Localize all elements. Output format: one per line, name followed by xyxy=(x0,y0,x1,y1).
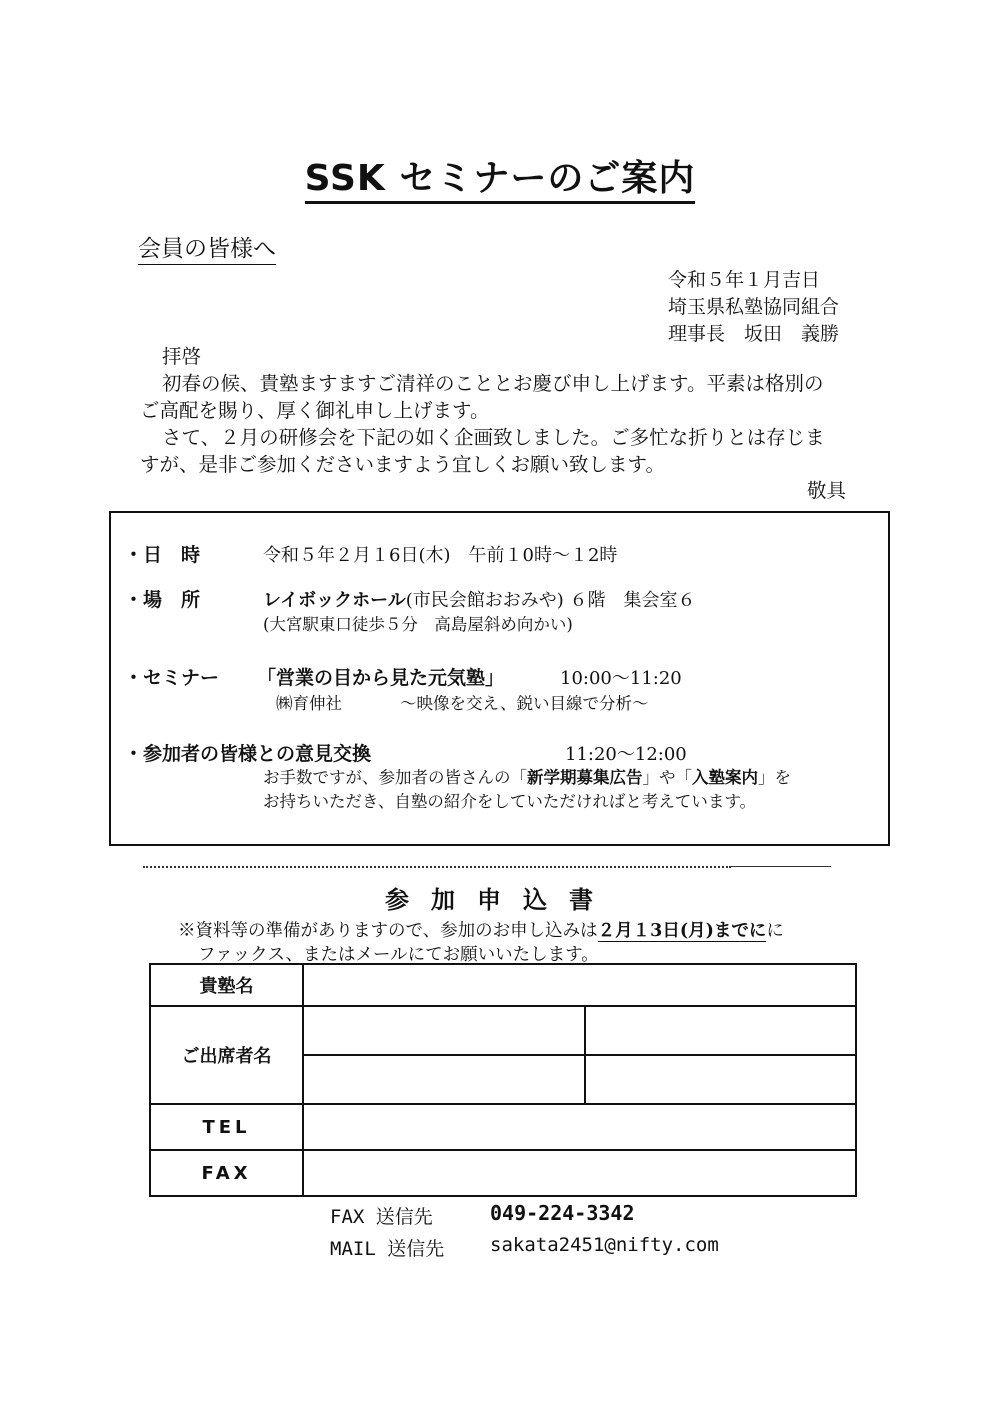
application-note-line-2: ファックス、またはメールにてお願いいたします。 xyxy=(198,945,599,965)
tel-field[interactable] xyxy=(303,1104,856,1150)
exchange-note-text: 」を xyxy=(758,768,791,787)
fax-label: FAX xyxy=(150,1150,303,1196)
organization-name: 埼玉県私塾協同組合 xyxy=(668,296,840,318)
fax-field[interactable] xyxy=(303,1150,856,1196)
place-label: ・場 所 xyxy=(124,589,201,611)
exchange-label: ・参加者の皆様との意見交換 xyxy=(124,743,372,765)
attendee-field-4[interactable] xyxy=(585,1055,856,1104)
seminar-company: ㈱育伸社 xyxy=(276,694,342,713)
school-name-label: 貴塾名 xyxy=(150,964,303,1006)
cut-line-solid xyxy=(731,866,831,867)
new-term-ad-emphasis: 新学期募集広告 xyxy=(527,768,643,787)
exchange-time: 11:20〜12:00 xyxy=(565,744,687,765)
attendee-field-2[interactable] xyxy=(585,1006,856,1055)
letter-paragraph-1-line-2: ご高配を賜り、厚く御礼申し上げます。 xyxy=(140,399,490,422)
sender-name: 理事長 坂田 義勝 xyxy=(668,323,840,345)
application-note-line-1 xyxy=(178,917,784,942)
school-name-field[interactable] xyxy=(303,964,856,1006)
deadline: ２月１3日(月)までに xyxy=(597,921,767,941)
attendees-label: ご出席者名 xyxy=(150,1006,303,1104)
fax-destination-label: FAX 送信先 xyxy=(330,1206,433,1228)
tel-label: TEL xyxy=(150,1104,303,1150)
seminar-label: ・セミナー xyxy=(124,667,220,689)
place-access: (大宮駅東口徒歩５分 高島屋斜め向かい) xyxy=(263,615,573,634)
letter-paragraph-2-line-2: すが、是非ご参加くださいますよう宜しくお願い致します。 xyxy=(140,453,665,476)
issue-date: 令和５年１月吉日 xyxy=(668,269,821,291)
mail-address[interactable]: sakata2451@nifty.com xyxy=(490,1234,719,1256)
seminar-subtitle: 〜映像を交え、鋭い目線で分析〜 xyxy=(400,694,649,713)
addressee: 会員の皆様へ xyxy=(138,230,276,265)
fax-number: 049-224-3342 xyxy=(490,1201,635,1225)
letter-opening: 拝啓 xyxy=(162,345,202,368)
school-guide-emphasis: 入塾案内 xyxy=(692,768,758,787)
attendee-field-1[interactable] xyxy=(303,1006,585,1055)
application-note-text: ※資料等の準備がありますので、参加のお申し込みは xyxy=(178,921,598,941)
page-title: SSK セミナーのご案内 xyxy=(0,150,1000,201)
mail-destination-label: MAIL 送信先 xyxy=(330,1238,445,1260)
venue-detail: (市民会館おおみや) ６階 集会室６ xyxy=(405,590,696,611)
exchange-note-text: お手数ですが、参加者の皆さんの「 xyxy=(263,768,527,787)
datetime-label: ・日 時 xyxy=(124,544,201,566)
exchange-note-line-2: お持ちいただき、自塾の紹介をしていただければと考えています。 xyxy=(263,792,757,811)
letter-closing: 敬具 xyxy=(807,479,847,502)
place-line xyxy=(263,586,696,612)
venue-name: レイボックホール xyxy=(263,590,406,611)
application-form xyxy=(149,963,857,1197)
seminar-title: 「営業の目から見た元気塾」 xyxy=(257,667,505,689)
application-note-text: に xyxy=(766,921,784,941)
application-title: 参加申込書 xyxy=(385,886,615,914)
letter-paragraph-2-line-1: さて、２月の研修会を下記の如く企画致しました。ご多忙な折りとは存じま xyxy=(162,426,825,449)
exchange-note-text: 」や「 xyxy=(642,768,692,787)
cut-line-dotted xyxy=(143,866,731,868)
letter-paragraph-1-line-1: 初春の候、貴塾ますますご清祥のこととお慶び申し上げます。平素は格別の xyxy=(162,372,824,395)
attendee-field-3[interactable] xyxy=(303,1055,585,1104)
datetime-value: 令和５年２月１6日(木) 午前１0時〜１2時 xyxy=(263,545,618,566)
seminar-time: 10:00〜11:20 xyxy=(560,668,682,689)
exchange-note-line-1 xyxy=(263,764,791,788)
